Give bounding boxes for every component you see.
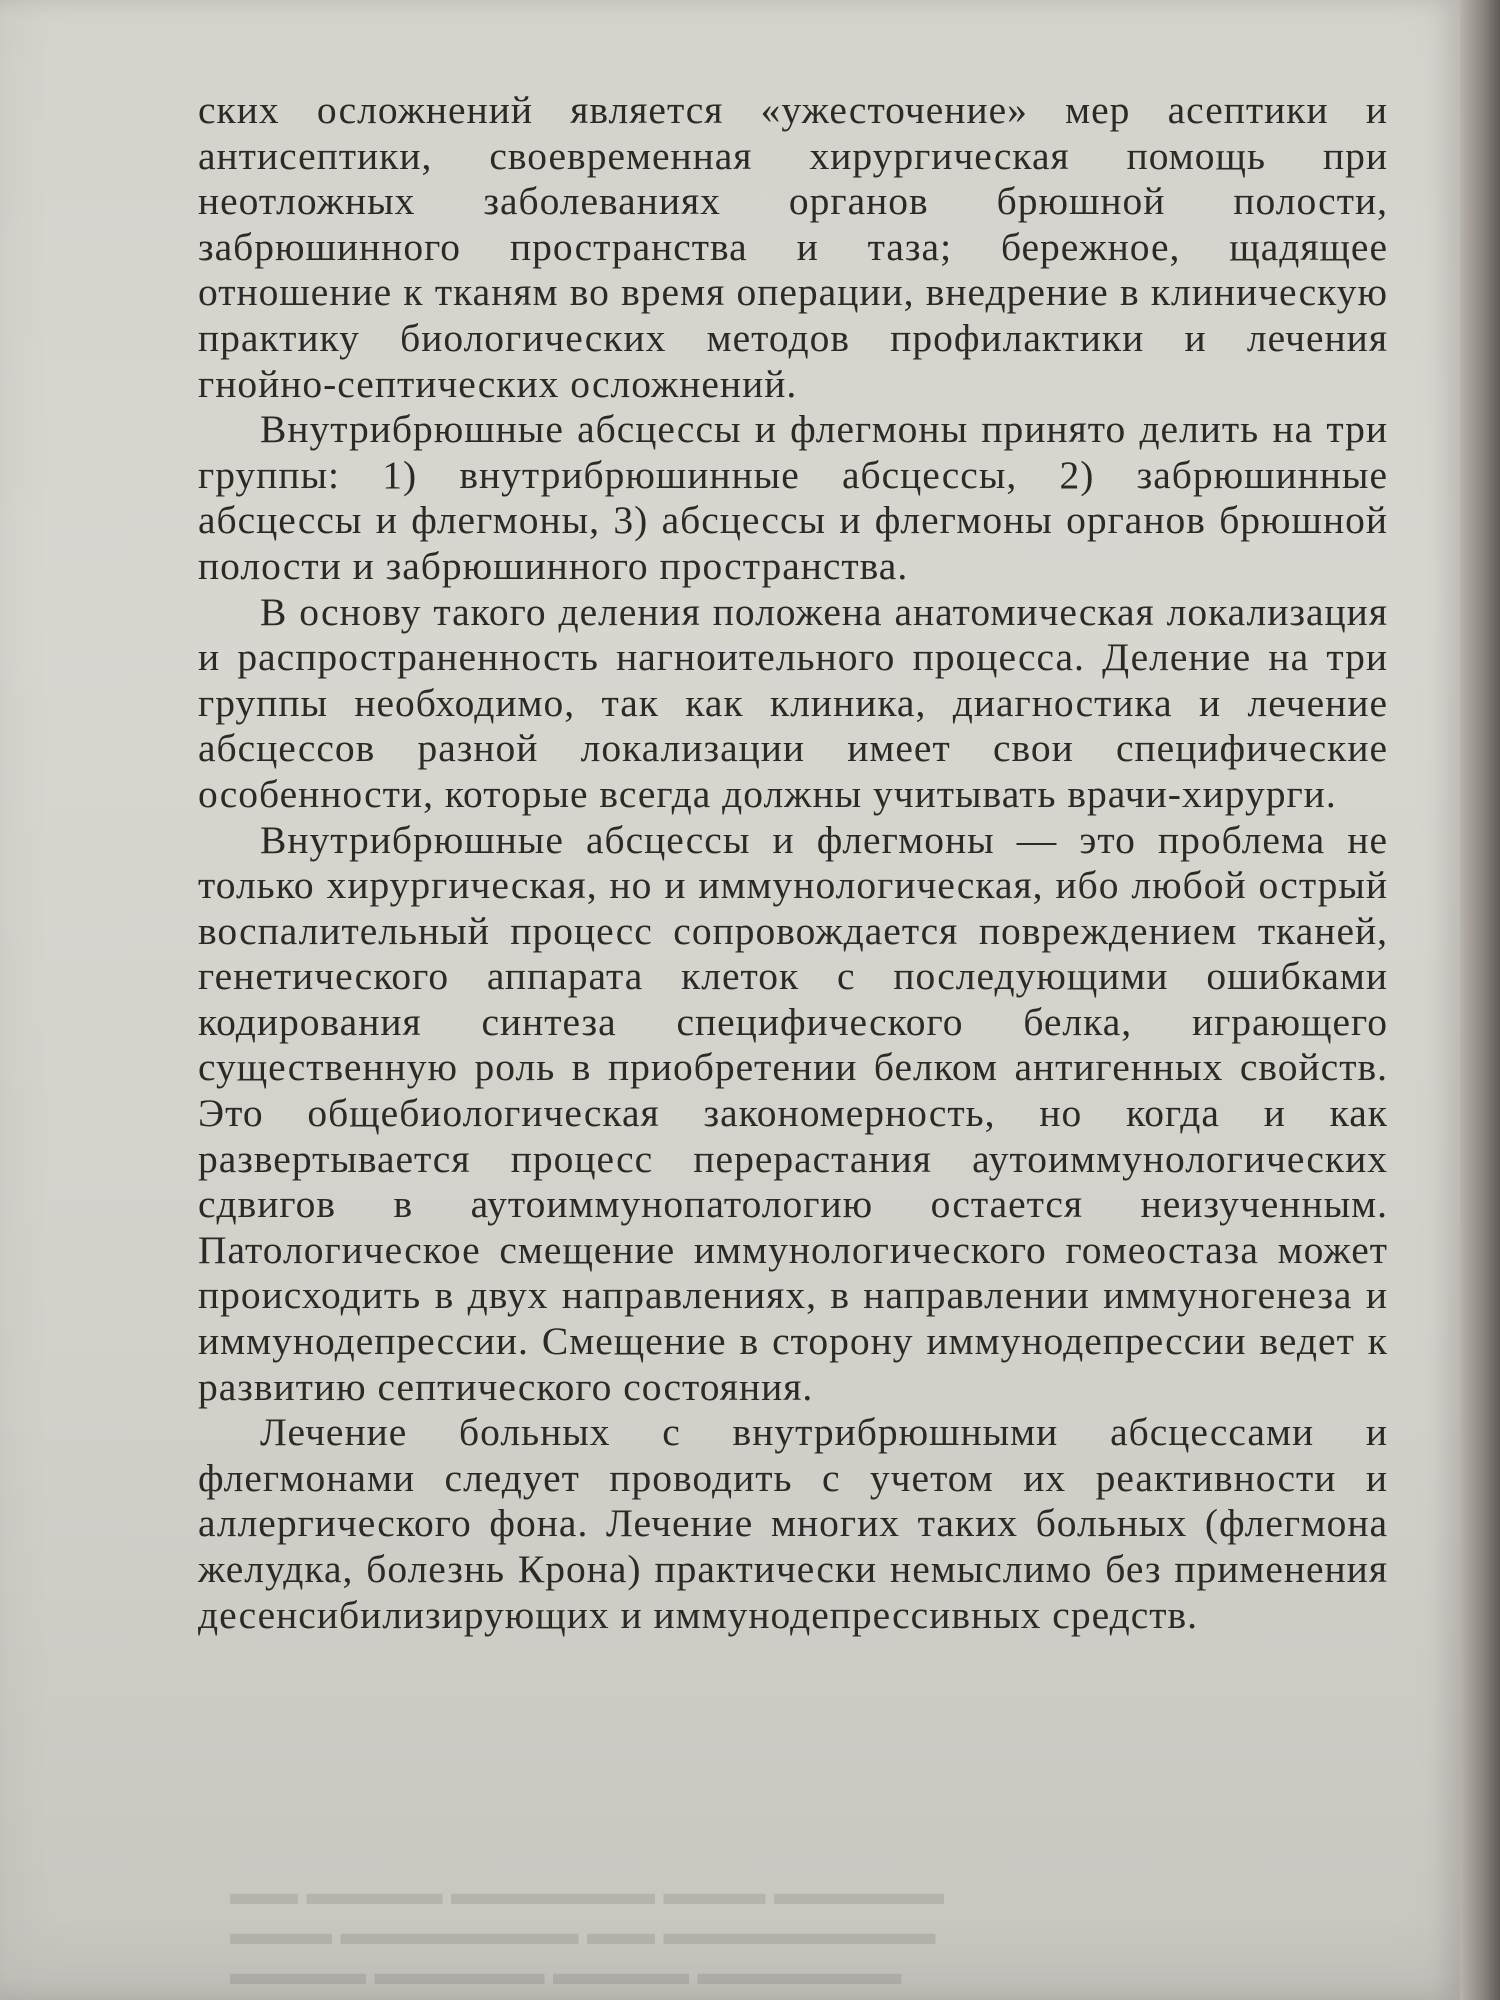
page-body-text	[198, 88, 1388, 1638]
paragraph-abscess-groups: Внутрибрюшные абсцессы и флегмоны принято делить на три группы: 1) внутрибрюшинные абсцессы, 2) забрюшинные абсцессы и флегмоны, 3) абсцессы и флегмоны органов брюшной полости и забрюшинного пространства.	[198, 407, 1388, 588]
paragraph-classification-basis: В основу такого деления положена анатомическая локализация и распространенность нагноительного процесса. Деление на три группы необходимо, так как клиника, диагностика и лечение абсцессов разной локализации имеет свои специфические особенности, которые всегда должны учитывать врачи-хирурги.	[198, 589, 1388, 816]
page-edge	[1460, 0, 1500, 2000]
paragraph-continuation: ских осложнений является «ужесточение» мер асептики и антисептики, своевременная хирургическая помощь при неотложных заболеваниях органов брюшной полости, забрюшинного пространства и таза; бережное, щадящее отношение к тканям во время операции, внедрение в клиническую практику биологических методов профилактики и лечения гнойно-септических осложнений.	[198, 88, 1388, 406]
paragraph-immunology: Внутрибрюшные абсцессы и флегмоны — это проблема не только хирургическая, но и иммунологическая, ибо любой острый воспалительный процесс сопровождается повреждением тканей, генетического аппарата клеток с последующими ошибками кодирования синтеза специфического белка, играющего существенную роль в приобретении белком антигенных свойств. Это общебиологическая закономерность, но когда и как развертывается процесс перерастания аутоиммунологических сдвигов в аутоиммунопатологию остается неизученным. Патологическое смещение иммунологического гомеостаза может происходить в двух направлениях, в направлении иммуногенеза и иммунодепрессии. Смещение в сторону иммунодепрессии ведет к развитию септического состояния.	[198, 817, 1388, 1409]
paragraph-treatment: Лечение больных с внутрибрюшными абсцессами и флегмонами следует проводить с учетом их реактивности и аллергического фона. Лечение многих таких больных (флегмона желудка, болезнь Крона) практически немыслимо без применения десенсибилизирующих и иммунодепрессивных средств.	[198, 1410, 1388, 1637]
bleed-through-shadow: ▬▬▬▬ ▬▬▬▬▬ ▬▬▬▬ ▬▬▬▬▬▬	[230, 1955, 902, 1992]
bleed-through-shadow: ▬▬ ▬▬▬▬ ▬▬▬▬▬▬ ▬▬▬ ▬▬▬▬▬	[230, 1875, 944, 1912]
bleed-through-shadow: ▬▬▬ ▬▬▬▬▬▬▬ ▬▬ ▬▬▬▬▬▬▬▬	[230, 1915, 936, 1952]
